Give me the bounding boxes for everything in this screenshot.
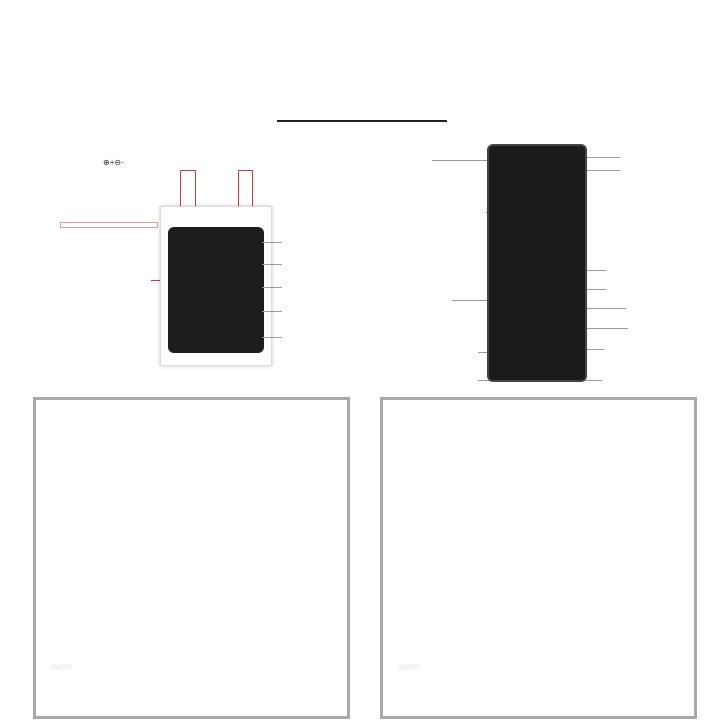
watermark: ssdon	[51, 662, 73, 671]
leader-line	[238, 170, 253, 171]
remote24-static-color-description	[60, 222, 158, 228]
leader-line	[262, 311, 282, 312]
leader-line	[262, 264, 282, 265]
leader-line	[180, 170, 196, 171]
leader-line	[432, 160, 490, 161]
watermark: ssdon	[398, 662, 420, 671]
spec-card-24key	[33, 397, 350, 719]
remote44	[487, 144, 587, 382]
title-underline	[277, 120, 447, 122]
leader-line	[262, 287, 282, 288]
brightness-up-icon: ⊕+⊖-	[103, 158, 124, 167]
remote24-keypad	[168, 227, 264, 353]
leader-line	[262, 242, 282, 243]
remote24-callout-brightness	[103, 158, 124, 168]
spec-card-44key	[380, 397, 697, 719]
leader-line	[262, 337, 282, 338]
remote24	[160, 206, 272, 366]
